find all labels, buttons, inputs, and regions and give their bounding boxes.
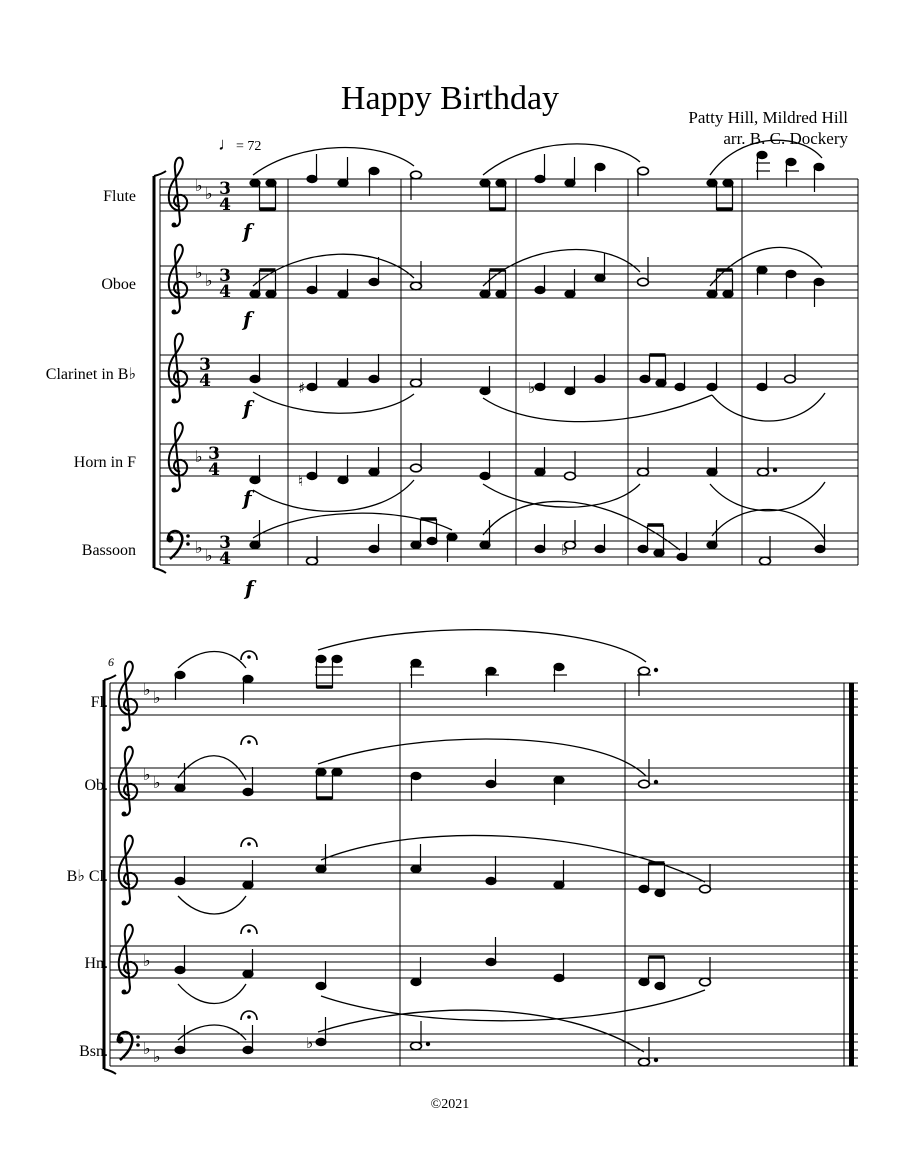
svg-text:f: f [243, 486, 252, 510]
svg-text:♭: ♭ [153, 773, 161, 792]
svg-text:♭: ♭ [306, 1034, 314, 1052]
svg-text:3: 3 [219, 266, 231, 286]
svg-text:♭: ♭ [143, 1039, 151, 1058]
svg-text:f: f [243, 307, 252, 331]
svg-text:♯: ♯ [298, 379, 306, 397]
composers: Patty Hill, Mildred Hill [688, 108, 848, 127]
svg-text:♭: ♭ [143, 951, 151, 970]
tempo-value: = 72 [236, 139, 262, 154]
svg-text:f: f [243, 396, 252, 420]
svg-text:♭: ♭ [195, 263, 203, 282]
svg-text:3: 3 [219, 533, 231, 553]
svg-text:f: f [245, 576, 254, 600]
copyright: ©2021 [430, 1097, 470, 1112]
instrument-label-hn: Hn. [84, 955, 108, 972]
instrument-label-bassoon: Bassoon [81, 542, 136, 559]
instrument-label-clarinet: Clarinet in B♭ [45, 366, 136, 383]
instrument-label-fl: Fl. [90, 694, 108, 711]
svg-text:♭: ♭ [153, 688, 161, 707]
svg-text:♮: ♮ [298, 472, 304, 490]
svg-text:3: 3 [219, 179, 231, 199]
system-1 [154, 140, 858, 600]
svg-text:4: 4 [199, 371, 211, 391]
svg-text:♭: ♭ [153, 1047, 161, 1066]
svg-text:♭: ♭ [205, 184, 213, 203]
measure-number: 6 [108, 655, 114, 669]
svg-text:♭: ♭ [143, 765, 151, 784]
instrument-label-bcl: B♭ Cl. [66, 868, 108, 885]
svg-text:4: 4 [208, 460, 220, 480]
instrument-label-horn: Horn in F [73, 454, 136, 471]
svg-text:♭: ♭ [528, 379, 536, 397]
svg-text:3: 3 [208, 444, 220, 464]
svg-text:♭: ♭ [195, 538, 203, 557]
svg-text:f: f [243, 219, 252, 243]
quarter-note-icon: ♩ [218, 134, 236, 154]
svg-text:♭: ♭ [561, 541, 569, 559]
svg-text:♭: ♭ [143, 680, 151, 699]
score-title: Happy Birthday [340, 80, 560, 117]
instrument-label-flute: Flute [103, 188, 136, 205]
instrument-label-ob: Ob. [84, 777, 108, 794]
svg-text:4: 4 [219, 282, 231, 302]
svg-text:♭: ♭ [205, 546, 213, 565]
system-2 [104, 630, 858, 1074]
svg-text:4: 4 [219, 549, 231, 569]
svg-text:4: 4 [219, 195, 231, 215]
svg-text:♭: ♭ [195, 447, 203, 466]
instrument-label-oboe: Oboe [101, 276, 136, 293]
instrument-label-bsn: Bsn. [79, 1043, 108, 1060]
svg-text:3: 3 [199, 355, 211, 375]
svg-text:♭: ♭ [195, 176, 203, 195]
arranger: arr. B. C. Dockery [723, 129, 848, 148]
svg-text:♭: ♭ [205, 271, 213, 290]
